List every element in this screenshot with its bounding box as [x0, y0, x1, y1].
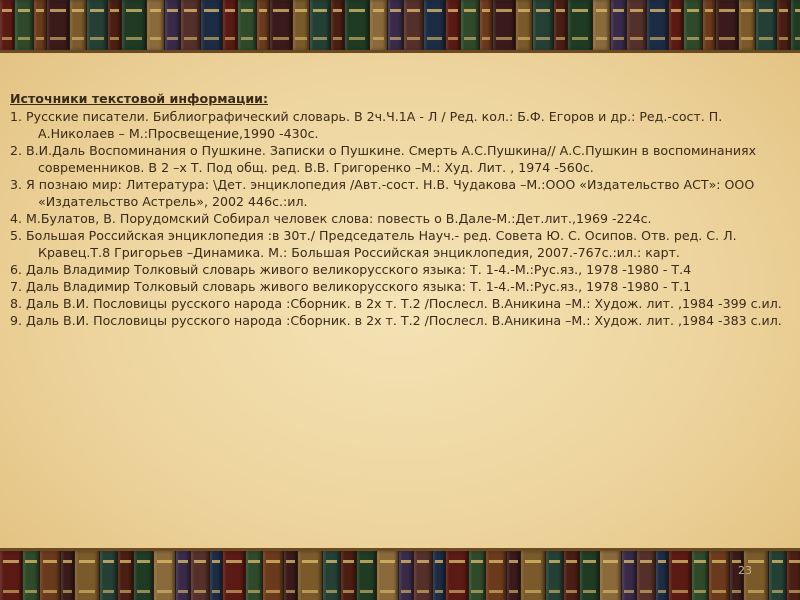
book-spine — [703, 0, 715, 50]
book-spine — [341, 551, 356, 600]
book-spine — [637, 551, 655, 600]
book-spine — [210, 551, 222, 600]
source-item-8: 8. Даль В.И. Пословицы русского народа :Сборник. в 2х т. Т.2 /Послесл. В.Аникина –М.: Худож. лит. ,1984 -399 с.ил. — [10, 296, 782, 311]
book-spine — [388, 0, 403, 50]
book-spine — [75, 551, 99, 600]
top-bookshelf-decoration — [0, 0, 800, 53]
book-spine — [100, 551, 117, 600]
sources-heading: Источники текстовой информации: — [10, 91, 269, 106]
book-spine — [769, 551, 786, 600]
book-spine — [656, 551, 668, 600]
book-spine — [554, 0, 567, 50]
book-spine — [238, 0, 256, 50]
book-spine — [486, 551, 506, 600]
book-spine — [684, 0, 702, 50]
book-spine — [357, 551, 376, 600]
book-spine — [165, 0, 180, 50]
source-item-9: 9. Даль В.И. Пословицы русского народа :Сборник. в 2х т. Т.2 /Послесл. В.Аникина –М.: Худож. лит. ,1984 -383 с.ил. — [10, 313, 782, 328]
book-spine — [521, 551, 545, 600]
book-spine — [176, 551, 190, 600]
book-spine — [669, 551, 691, 600]
book-spine — [310, 0, 330, 50]
book-spine — [414, 551, 432, 600]
book-spine — [404, 0, 423, 50]
book-spine — [0, 551, 22, 600]
book-spine — [246, 551, 262, 600]
source-item-6: 6. Даль Владимир Толковый словарь живого великорусского языка: Т. 1-4.-М.:Рус.яз., 1978 -1980 - Т.4 — [10, 262, 692, 277]
book-spine — [147, 0, 164, 50]
book-spine — [108, 0, 121, 50]
book-spine — [47, 0, 69, 50]
book-spine — [345, 0, 369, 50]
book-spine — [40, 551, 60, 600]
book-spine — [469, 551, 485, 600]
book-spine — [293, 0, 309, 50]
book-spine — [669, 0, 683, 50]
page-number: 23 — [738, 564, 752, 577]
book-spine — [223, 0, 237, 50]
book-spine — [692, 551, 708, 600]
book-spine — [424, 0, 445, 50]
book-spine — [622, 551, 636, 600]
source-item-2: 2. В.И.Даль Воспоминания о Пушкине. Записки о Пушкине. Смерть А.С.Пушкина// А.С.Пушкин в воспоминаниях современников. В 2 –х Т. Под общ. ред. В.В. Григоренко –М.: Худ. Лит. , 1974 -560с. — [10, 143, 757, 175]
book-spine — [0, 0, 14, 50]
book-spine — [791, 0, 800, 50]
book-spine — [580, 551, 599, 600]
book-spine — [433, 551, 445, 600]
book-spine — [546, 551, 563, 600]
book-spine — [461, 0, 479, 50]
book-spine — [399, 551, 413, 600]
book-spine — [627, 0, 646, 50]
book-spine — [777, 0, 790, 50]
book-spine — [787, 551, 800, 600]
book-spine — [331, 0, 344, 50]
book-spine — [284, 551, 297, 600]
book-spine — [223, 551, 245, 600]
source-item-3: 3. Я познаю мир: Литература: \Дет. энциклопедия /Авт.-сост. Н.В. Чудакова –М.:ООО «Издательство АСТ»: ООО «Издательство Астрель», 2002 446с.:ил. — [10, 177, 755, 209]
book-spine — [323, 551, 340, 600]
book-spine — [480, 0, 492, 50]
book-spine — [181, 0, 200, 50]
book-spine — [15, 0, 33, 50]
source-item-4: 4. М.Булатов, В. Порудомский Собирал человек слова: повесть о В.Дале-М.:Дет.лит.,1969 -224с. — [10, 211, 652, 226]
book-spine — [201, 0, 222, 50]
book-spine — [611, 0, 626, 50]
book-spine — [134, 551, 153, 600]
book-spine — [446, 0, 460, 50]
book-spine — [34, 0, 46, 50]
book-spine — [191, 551, 209, 600]
book-spine — [23, 551, 39, 600]
book-spine — [493, 0, 515, 50]
book-spine — [154, 551, 175, 600]
book-spine — [370, 0, 387, 50]
book-spine — [446, 551, 468, 600]
book-spine — [298, 551, 322, 600]
book-spine — [70, 0, 86, 50]
book-spine — [270, 0, 292, 50]
book-spine — [507, 551, 520, 600]
book-spine — [716, 0, 738, 50]
book-spine — [257, 0, 269, 50]
book-spine — [533, 0, 553, 50]
book-spine — [593, 0, 610, 50]
bottom-bookshelf-decoration — [0, 548, 800, 600]
book-spine — [756, 0, 776, 50]
book-spine — [568, 0, 592, 50]
source-item-7: 7. Даль Владимир Толковый словарь живого великорусского языка: Т. 1-4.-М.:Рус.яз., 1978 -1980 - Т.1 — [10, 279, 692, 294]
book-spine — [739, 0, 755, 50]
book-spine — [87, 0, 107, 50]
book-spine — [647, 0, 668, 50]
book-spine — [263, 551, 283, 600]
source-item-5: 5. Большая Российская энциклопедия :в 30т./ Председатель Науч.- ред. Совета Ю. С. Осипов. Отв. ред. С. Л. Кравец.Т.8 Григорьев –Динамика. М.: Большая Российская энциклопедия, 2007.-767с.:ил.: карт. — [10, 228, 737, 260]
book-spine — [564, 551, 579, 600]
book-spine — [516, 0, 532, 50]
book-spine — [600, 551, 621, 600]
book-spine — [118, 551, 133, 600]
book-spine — [709, 551, 729, 600]
book-spine — [122, 0, 146, 50]
source-item-1: 1. Русские писатели. Библиографический словарь. В 2ч.Ч.1А - Л / Ред. кол.: Б.Ф. Егоров и др.: Ред.-сост. П. А.Николаев – М.:Просвещение,1990 -430с. — [10, 109, 723, 141]
book-spine — [61, 551, 74, 600]
book-spine — [377, 551, 398, 600]
sources-block — [10, 90, 792, 329]
